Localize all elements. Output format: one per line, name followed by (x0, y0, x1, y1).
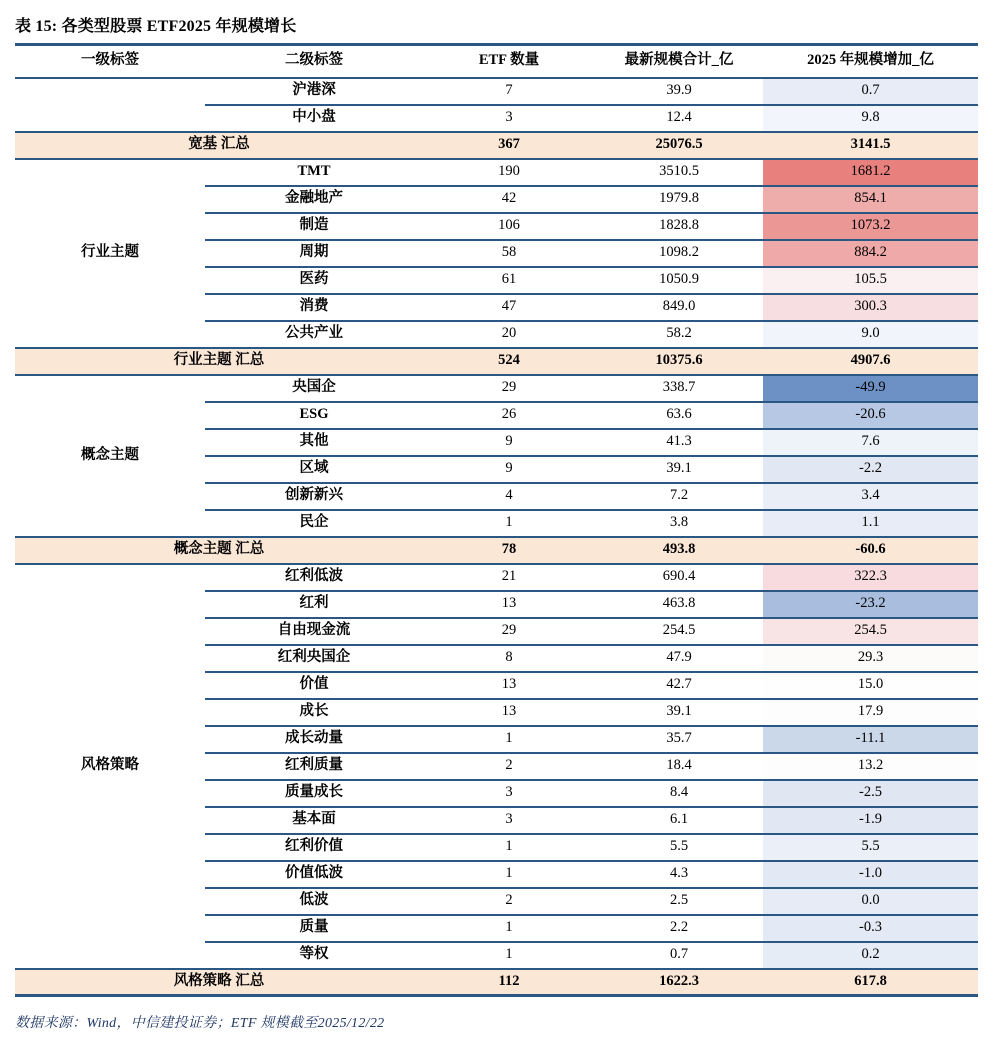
total-scale-cell: 2.2 (595, 915, 763, 942)
summary-row (15, 969, 978, 996)
sub-label-cell: 价值 (205, 672, 423, 699)
sub-label-cell: 公共产业 (285, 325, 343, 342)
sub-label-cell: 周期 (205, 240, 423, 267)
delta-scale-cell: 300.3 (763, 294, 978, 321)
sub-label-cell: TMT (205, 159, 423, 186)
delta-scale-cell: -0.3 (763, 915, 978, 942)
total-scale-cell: 12.4 (666, 109, 692, 126)
delta-scale-cell: 17.9 (763, 699, 978, 726)
summary-row (15, 132, 978, 159)
summary-count-cell: 524 (423, 348, 595, 375)
delta-scale-cell: 1.1 (763, 510, 978, 537)
total-scale-cell: 254.5 (595, 618, 763, 645)
delta-scale-cell: 322.3 (763, 564, 978, 591)
etf-count-cell: 9 (423, 456, 595, 483)
delta-scale-cell: 1073.2 (763, 213, 978, 240)
total-scale-cell: 849.0 (595, 294, 763, 321)
etf-count-cell: 8 (423, 645, 595, 672)
sub-label-cell: 红利低波 (205, 564, 423, 591)
delta-scale-cell: -11.1 (763, 726, 978, 753)
sub-label-cell: 红利央国企 (205, 645, 423, 672)
etf-count-cell: 190 (423, 159, 595, 186)
delta-scale-cell: -49.9 (763, 375, 978, 402)
total-scale-cell: 7.2 (595, 483, 763, 510)
sub-label-cell: 等权 (299, 946, 329, 963)
delta-scale-cell: -23.2 (763, 591, 978, 618)
total-scale-cell: 463.8 (595, 591, 763, 618)
etf-count-cell: 3 (423, 780, 595, 807)
delta-scale-cell: 1681.2 (763, 159, 978, 186)
total-scale-cell: 1098.2 (595, 240, 763, 267)
summary-delta-cell: -60.6 (763, 537, 978, 564)
sub-label-cell: 创新新兴 (205, 483, 423, 510)
table-title: 表 15: 各类型股票 ETF2025 年规模增长 (15, 18, 297, 35)
summary-total-cell: 493.8 (595, 537, 763, 564)
total-scale-cell: 0.7 (669, 946, 689, 963)
table-row (15, 564, 978, 591)
delta-scale-cell: 0.2 (763, 942, 978, 969)
sub-label-cell: 成长 (205, 699, 423, 726)
table-row (15, 159, 978, 186)
sub-label-cell: 制造 (205, 213, 423, 240)
etf-count-cell: 13 (423, 591, 595, 618)
header-row (15, 45, 978, 78)
etf-scale-table (15, 43, 978, 997)
total-scale-cell: 41.3 (595, 429, 763, 456)
total-scale-cell: 47.9 (595, 645, 763, 672)
etf-count-cell: 21 (423, 564, 595, 591)
etf-count-cell: 1 (423, 726, 595, 753)
etf-count-cell: 4 (423, 483, 595, 510)
column-header: ETF 数量 (423, 45, 595, 78)
sub-label-cell: 消费 (205, 294, 423, 321)
summary-delta-cell: 4907.6 (763, 348, 978, 375)
summary-delta-cell: 3141.5 (763, 132, 978, 159)
etf-count-cell: 13 (423, 699, 595, 726)
etf-count-cell: 42 (423, 186, 595, 213)
delta-scale-cell: 884.2 (763, 240, 978, 267)
sub-label-cell: 央国企 (205, 375, 423, 402)
sub-label-cell: 低波 (205, 888, 423, 915)
summary-label-cell: 概念主题 汇总 (15, 537, 423, 564)
group-label-cell: 行业主题 (81, 244, 139, 261)
delta-scale-cell: -2.5 (763, 780, 978, 807)
total-scale-cell: 1828.8 (595, 213, 763, 240)
table-row (15, 78, 978, 105)
total-scale-cell: 3.8 (669, 514, 689, 531)
sub-label-cell: 医药 (205, 267, 423, 294)
total-scale-cell: 1979.8 (595, 186, 763, 213)
delta-scale-cell: 15.0 (763, 672, 978, 699)
total-scale-cell: 338.7 (595, 375, 763, 402)
total-scale-cell: 35.7 (595, 726, 763, 753)
sub-label-cell: 金融地产 (205, 186, 423, 213)
total-scale-cell: 58.2 (666, 325, 692, 342)
etf-count-cell: 1 (423, 834, 595, 861)
etf-count-cell: 26 (423, 402, 595, 429)
delta-scale-cell: 29.3 (763, 645, 978, 672)
summary-total-cell: 10375.6 (595, 348, 763, 375)
summary-total-cell: 1622.3 (595, 969, 763, 996)
etf-count-cell: 1 (423, 861, 595, 888)
etf-count-cell: 58 (423, 240, 595, 267)
etf-count-cell: 61 (423, 267, 595, 294)
delta-scale-cell: 105.5 (763, 267, 978, 294)
total-scale-cell: 5.5 (595, 834, 763, 861)
sub-label-cell: 自由现金流 (205, 618, 423, 645)
etf-count-cell: 2 (423, 753, 595, 780)
summary-label-cell: 风格策略 汇总 (15, 969, 423, 996)
delta-scale-cell: 9.8 (763, 105, 978, 132)
etf-count-cell: 7 (423, 78, 595, 105)
sub-label-cell: 其他 (205, 429, 423, 456)
sub-label-cell: 区域 (205, 456, 423, 483)
etf-count-cell: 47 (423, 294, 595, 321)
delta-scale-cell: 3.4 (763, 483, 978, 510)
group-label-cell: 概念主题 (81, 446, 139, 463)
sub-label-cell: 民企 (299, 514, 329, 531)
delta-scale-cell: -1.9 (763, 807, 978, 834)
total-scale-cell: 39.1 (595, 456, 763, 483)
summary-delta-cell: 617.8 (763, 969, 978, 996)
summary-label-cell: 宽基 汇总 (15, 132, 423, 159)
total-scale-cell: 8.4 (595, 780, 763, 807)
etf-count-cell: 13 (423, 672, 595, 699)
column-header: 一级标签 (15, 45, 205, 78)
column-header: 2025 年规模增加_亿 (763, 45, 978, 78)
sub-label-cell: 中小盘 (292, 109, 336, 126)
etf-count-cell: 2 (423, 888, 595, 915)
etf-count-cell: 106 (423, 213, 595, 240)
total-scale-cell: 2.5 (595, 888, 763, 915)
delta-scale-cell: 9.0 (763, 321, 978, 348)
sub-label-cell: 价值低波 (205, 861, 423, 888)
etf-count-cell: 29 (423, 618, 595, 645)
sub-label-cell: 成长动量 (205, 726, 423, 753)
group-label-cell (15, 78, 205, 132)
delta-scale-cell: 854.1 (763, 186, 978, 213)
etf-count-cell: 1 (505, 946, 513, 963)
delta-scale-cell: -2.2 (763, 456, 978, 483)
summary-total-cell: 25076.5 (595, 132, 763, 159)
total-scale-cell: 1050.9 (595, 267, 763, 294)
sub-label-cell: 质量成长 (205, 780, 423, 807)
total-scale-cell: 39.1 (595, 699, 763, 726)
sub-label-cell: 质量 (205, 915, 423, 942)
delta-scale-cell: 0.7 (763, 78, 978, 105)
group-label-cell: 风格策略 (81, 757, 139, 774)
etf-count-cell: 1 (505, 514, 513, 531)
delta-scale-cell: 0.0 (763, 888, 978, 915)
summary-row (15, 348, 978, 375)
summary-count-cell: 112 (423, 969, 595, 996)
summary-row (15, 537, 978, 564)
sub-label-cell: ESG (205, 402, 423, 429)
sub-label-cell: 红利价值 (205, 834, 423, 861)
data-source-note: 数据来源：Wind，中信建投证券；ETF 规模截至2025/12/22 (15, 1016, 385, 1031)
delta-scale-cell: -20.6 (763, 402, 978, 429)
sub-label-cell: 基本面 (205, 807, 423, 834)
column-header: 最新规模合计_亿 (595, 45, 763, 78)
summary-count-cell: 367 (423, 132, 595, 159)
total-scale-cell: 3510.5 (595, 159, 763, 186)
delta-scale-cell: 13.2 (763, 753, 978, 780)
delta-scale-cell: -1.0 (763, 861, 978, 888)
total-scale-cell: 18.4 (595, 753, 763, 780)
etf-count-cell: 20 (501, 325, 517, 342)
etf-count-cell: 1 (423, 915, 595, 942)
total-scale-cell: 6.1 (595, 807, 763, 834)
summary-label-cell: 行业主题 汇总 (15, 348, 423, 375)
total-scale-cell: 39.9 (595, 78, 763, 105)
total-scale-cell: 690.4 (595, 564, 763, 591)
delta-scale-cell: 254.5 (763, 618, 978, 645)
total-scale-cell: 4.3 (595, 861, 763, 888)
sub-label-cell: 沪港深 (205, 78, 423, 105)
table-row (15, 375, 978, 402)
summary-count-cell: 78 (423, 537, 595, 564)
sub-label-cell: 红利 (205, 591, 423, 618)
delta-scale-cell: 7.6 (763, 429, 978, 456)
etf-count-cell: 3 (423, 807, 595, 834)
total-scale-cell: 42.7 (595, 672, 763, 699)
total-scale-cell: 63.6 (595, 402, 763, 429)
etf-count-cell: 9 (423, 429, 595, 456)
column-header: 二级标签 (205, 45, 423, 78)
etf-count-cell: 3 (505, 109, 513, 126)
etf-count-cell: 29 (423, 375, 595, 402)
delta-scale-cell: 5.5 (763, 834, 978, 861)
sub-label-cell: 红利质量 (205, 753, 423, 780)
